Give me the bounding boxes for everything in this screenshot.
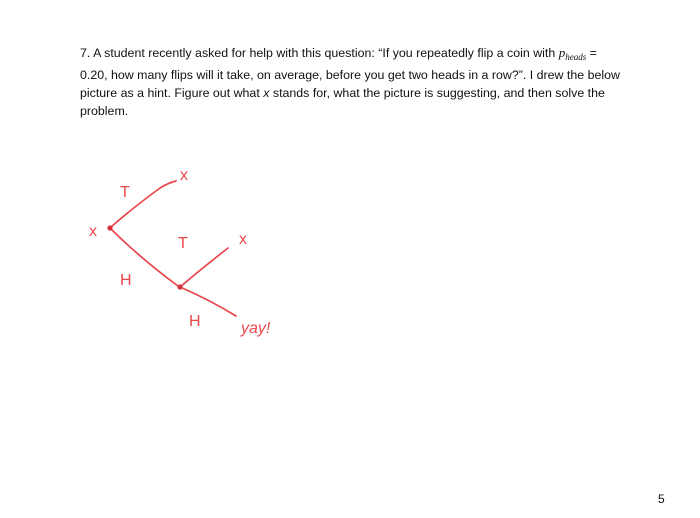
second-tails-result: x [239, 231, 247, 248]
equals-sign: = [589, 46, 597, 60]
problem-line-2: 0.20, how many flips will it take, on average, before you get two heads in a row?”. I drew the below [80, 68, 620, 82]
page-number: 5 [658, 492, 665, 506]
second-tails-label: T [178, 235, 188, 252]
x-variable: x [263, 86, 270, 100]
second-node-dot [177, 284, 182, 289]
first-tails-label: T [120, 184, 130, 201]
first-tails-result: x [180, 167, 188, 184]
branch-second-tails [180, 248, 228, 287]
problem-number: 7. [80, 46, 91, 60]
problem-line-4: problem. [80, 104, 129, 118]
problem-line-3: picture as a hint. Figure out what x stands for, what the picture is suggesting, and then solve the [80, 86, 605, 100]
probability-variable: $p_{heads}$ [558, 45, 587, 62]
first-heads-label: H [120, 272, 132, 289]
branch-second-heads [180, 287, 236, 316]
problem-text-part1: A student recently asked for help with this question: “If you repeatedly flip a coin with [93, 46, 556, 60]
second-heads-result: yay! [241, 320, 271, 337]
root-node-dot [107, 225, 112, 230]
root-label: x [89, 223, 97, 240]
second-heads-label: H [189, 313, 201, 330]
